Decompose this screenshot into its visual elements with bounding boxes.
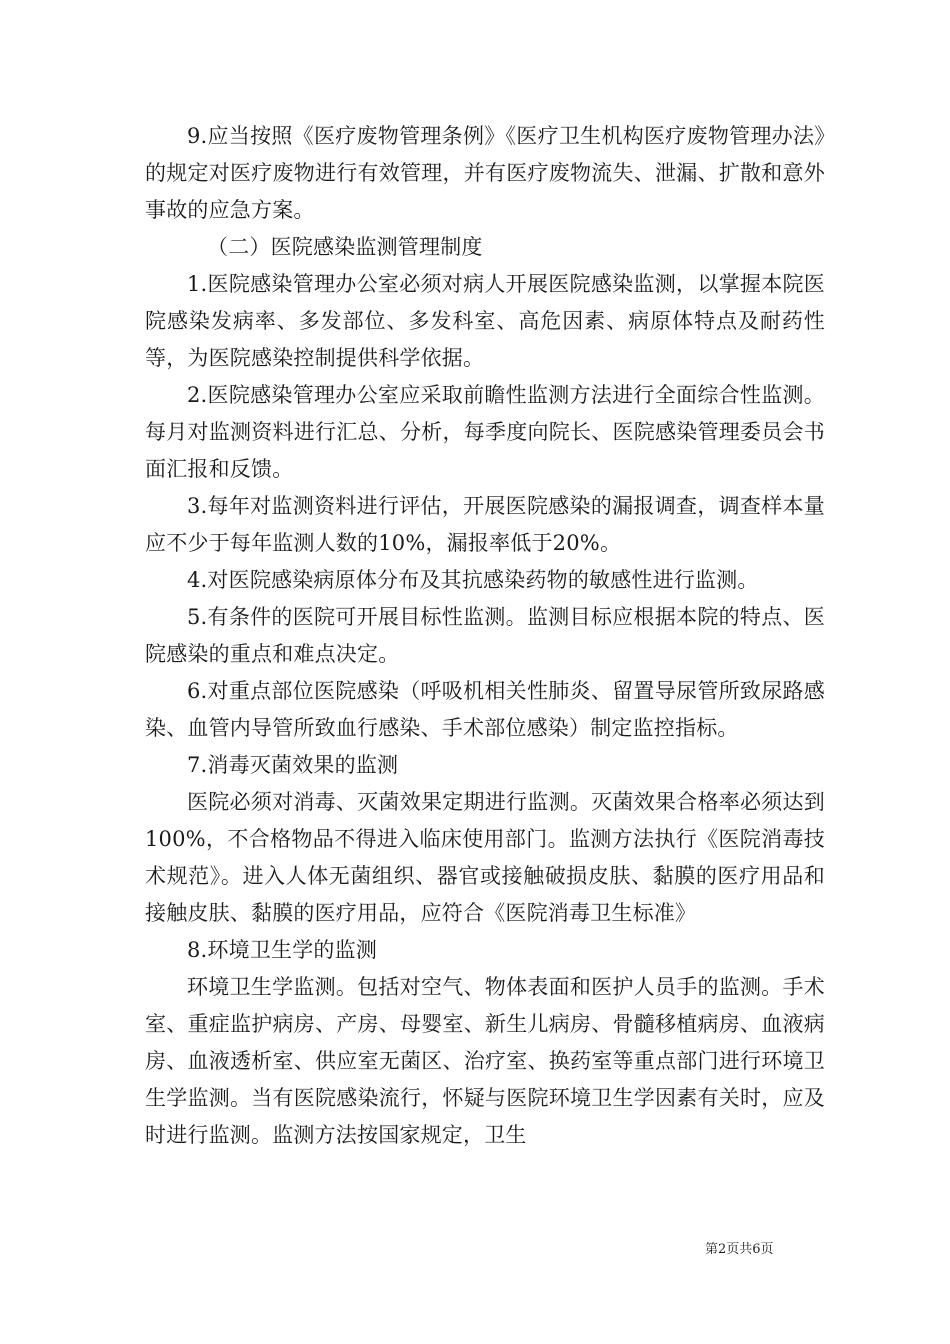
paragraph-item-5: 5.有条件的医院可开展目标性监测。监测目标应根据本院的特点、医院感染的重点和难点决定。: [145, 605, 825, 666]
paragraph-disinfection: 医院必须对消毒、灭菌效果定期进行监测。灭菌效果合格率必须达到100%，不合格物品不得进入临床使用部门。监测方法执行《医院消毒技术规范》。进入人体无菌组织、器官或接触破损皮肤、黏膜的医疗用品和接触皮肤、黏膜的医疗用品，应符合《医院消毒卫生标准》: [145, 790, 825, 925]
paragraph-item-2: 2.医院感染管理办公室应采取前瞻性监测方法进行全面综合性监测。每月对监测资料进行汇总、分析，每季度向院长、医院感染管理委员会书面汇报和反馈。: [145, 383, 825, 481]
section-heading-monitoring: （二）医院感染监测管理制度: [207, 235, 483, 259]
paragraph-item-6: 6.对重点部位医院感染（呼吸机相关性肺炎、留置导尿管所致尿路感染、血管内导管所致血行感染、手术部位感染）制定监控指标。: [145, 679, 825, 740]
page-number: 第2页共6页: [705, 1242, 774, 1257]
paragraph-item-1: 1.医院感染管理办公室必须对病人开展医院感染监测，以掌握本院医院感染发病率、多发部位、多发科室、高危因素、病原体特点及耐药性等，为医院感染控制提供科学依据。: [145, 272, 825, 370]
document-body: [145, 118, 825, 1154]
paragraph-item-9: 9.应当按照《医疗废物管理条例》《医疗卫生机构医疗废物管理办法》的规定对医疗废物进行有效管理，并有医疗废物流失、泄漏、扩散和意外事故的应急方案。: [145, 124, 825, 222]
subheading-disinfection: 7.消毒灭菌效果的监测: [187, 753, 399, 777]
paragraph-environment: 环境卫生学监测。包括对空气、物体表面和医护人员手的监测。手术室、重症监护病房、产房、母婴室、新生儿病房、骨髓移植病房、血液病房、血液透析室、供应室无菌区、治疗室、换药室等重点部门进行环境卫生学监测。当有医院感染流行，怀疑与医院环境卫生学因素有关时，应及时进行监测。监测方法按国家规定，卫生: [145, 975, 825, 1147]
paragraph-item-4: 4.对医院感染病原体分布及其抗感染药物的敏感性进行监测。: [187, 568, 759, 592]
subheading-environment: 8.环境卫生学的监测: [187, 938, 378, 962]
paragraph-item-3: 3.每年对监测资料进行评估，开展医院感染的漏报调查，调查样本量应不少于每年监测人数的10%，漏报率低于20%。: [145, 494, 825, 555]
